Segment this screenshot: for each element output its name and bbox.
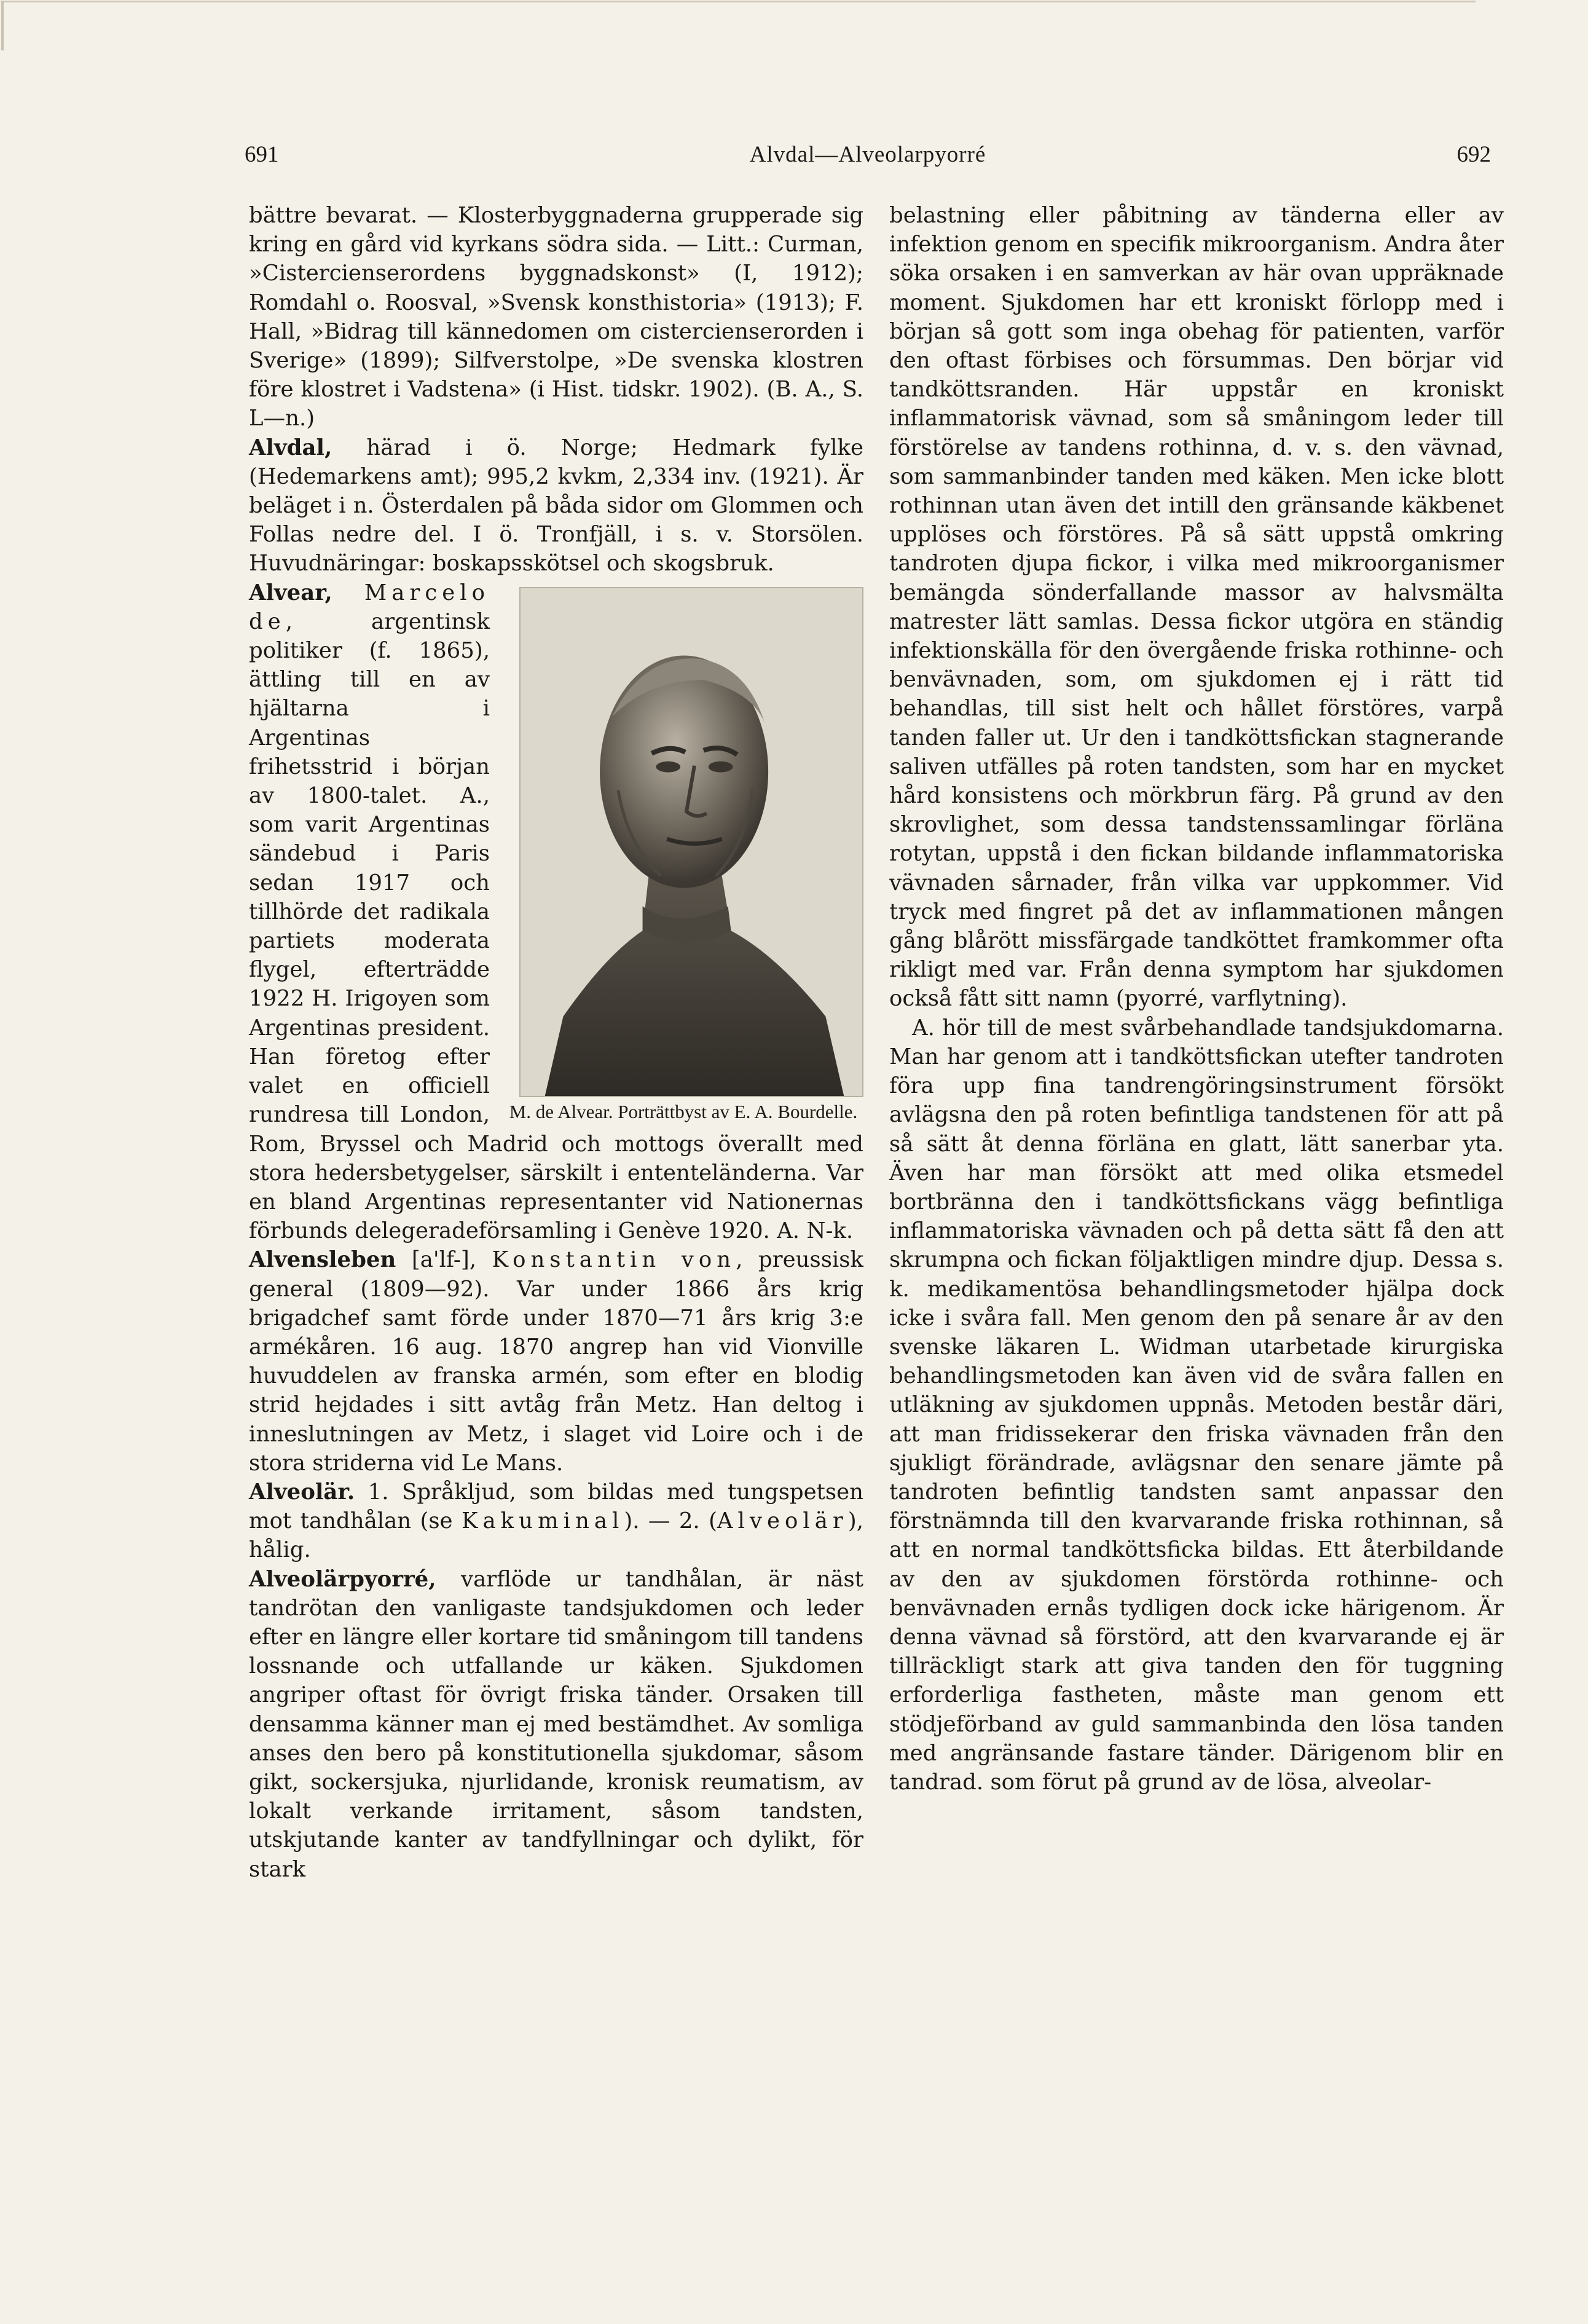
pyorre-continued-paragraph: belastning eller påbitning av tänderna eller av infektion genom en specifik mikroorganism. Andra åter söka orsaken i en samverkan av här ovan uppräknade moment. Sjukdomen har ett kroniskt förlopp med i början så gott som inga obehag för patienten, varför den oftast förbises och försummas. Den börjar vid tandköttsranden. Här uppstår en kroniskt inflammatorisk vävnad, som så småningom leder till förstörelse av tandens rothinna, d. v. s. den vävnad, som sammanbinder tanden med käken. Men icke blott rothinnan utan även det intill den gränsande käkbenet upplöses och förstöres. På så sätt uppstå omkring tandroten djupa fickor, i vilka med mikroorganismer bemängda sönderfallande massor av halvsmälta matrester lätt samlas. Dessa fickor utgöra en ständig infektionskälla för den övergående friska rothinne- och benvävnaden, som, om sjukdomen ej i rätt tid behandlas, till sist helt och hållet förstöres, varpå tanden faller ut. Ur den i tandköttsfickan stagnerande saliven utfälles på roten tandsten, som har en mycket hård konsistens och mörkbrun färg. På grund av den skrovlighet, som dessa tandstenssamlingar förläna rotytan, uppstå i den fickan bildande inflammatoriska vävnaden sårnader, från vilka var uppkommer. Vid tryck med fingret på det av inflammationen mången gång blårött missfärgade tandköttet framkommer ofta rikligt med var. Från denna symptom har sjukdomen också fått sitt namn (pyorré, varflytning). xyxy=(889,203,1504,1012)
pyorre-treatment-paragraph: A. hör till de mest svårbehandlade tandsjukdomarna. Man har genom att i tandköttsfickan utefter tandroten föra upp fina tandrengöringsinstrument försökt avlägsna den på roten befintliga tandstenen för att på så sätt åt denna förläna en glatt, lätt sanerbar yta. Även har man försökt att med olika etsmedel bortbränna den i tandköttsfickans vägg befintliga inflammatoriska vävnaden och på detta sätt få den att skrumpna och fickan följaktligen mindre djup. Dessa s. k. medikamentösa behandlingsmetoder hjälpa dock icke i svåra fall. Men genom den på senare år av den svenske läkaren L. Widman utarbetade kirurgiska behandlingsmetoden kan även vid de svåra fallen en utläkning av sjukdomen uppnås. Metoden består däri, att man fridissekerar den friska vävnaden från den sjukligt förändrade, avlägsnar den senare jämte på tandroten befintlig tandsten samt anpassar den förstnämnda till den kvarvarande friska rothinnan, så att en normal tandköttsficka bildas. Ett återbildande av den av sjukdomen förstörda rothinne- och benvävnaden ernås tydligen dock icke härigenom. Är denna vävnad så förstörd, att den kvarvarande ej är tillräckligt stark att giva tanden den för tuggning erforderliga fastheten, måste man genom ett stödjeförband av guld sammanbinda den lösa tanden med angränsande fastare tänder. Därigenom blir en tandrad. som förut på grund av de lösa, alveolar- xyxy=(889,1015,1504,1795)
scan-edge-line xyxy=(1,1,1476,2)
page-number-left: 691 xyxy=(245,142,279,167)
entry-alveolar-text-3: ), hålig. xyxy=(249,1508,863,1563)
page-number-right: 692 xyxy=(1456,142,1491,167)
entry-alveolarpyorre xyxy=(249,1565,863,1884)
headword-alvear: Alvear, xyxy=(249,580,332,605)
entry-alvensleben-text: , preussisk general (1809—92). Var under 1866 års krig brigadchef samt förde under 1870—71 års krig 3:e armékåren. 16 aug. 1870 angrep han vid Vionville huvuddelen av franska armén, som efter en blodig strid hejdades i sitt avtåg från Metz. Han deltog i inneslutningen av Metz, i slaget vid Loire och i de stora striderna vid Le Mans. xyxy=(249,1247,863,1476)
entry-alveolar-text-1: 1. Språkljud, som bildas med tungspetsen mot tandhålan (se xyxy=(249,1479,863,1534)
entry-alvensleben xyxy=(249,1245,863,1478)
alvear-given-name: Marcelo de xyxy=(249,580,490,634)
alveolar-reference-1: Kakuminal xyxy=(461,1508,624,1534)
headword-alvdal: Alvdal, xyxy=(249,435,332,460)
portrait-bust-image xyxy=(519,587,863,1097)
page-header xyxy=(245,136,1491,173)
scan-edge-mark xyxy=(1,1,4,50)
running-title: Alvdal—Alveolarpyorré xyxy=(749,142,986,167)
headword-alveolar: Alveolär. xyxy=(249,1479,355,1505)
portrait-figure xyxy=(503,587,863,1122)
entry-alveolarpyorre-text: varflöde ur tandhålan, är näst tandrötan den vanligaste tandsjukdomen och leder efter en längre eller kortare tid småningom till tandens lossnande och utfallande ur käken. Sjukdomen angriper oftast för övrigt friska tänder. Orsaken till densamma känner man ej med bestämdhet. Av somliga anses den bero på konstitutionella sjukdomar, såsom gikt, sockersjuka, njurlidande, kronisk reumatism, av lokalt verkande irritament, såsom tandsten, utskjutande kanter av tandfyllningar och dylikt, för stark xyxy=(249,1566,863,1882)
left-column xyxy=(249,201,863,1884)
entry-alveolar xyxy=(249,1478,863,1565)
figure-caption: M. de Alvear. Porträttbyst av E. A. Bourdelle. xyxy=(509,1100,858,1122)
entry-alvdal-text: härad i ö. Norge; Hedmark fylke (Hedemarkens amt); 995,2 kvkm, 2,334 inv. (1921). Är beläget i n. Österdalen på båda sidor om Glommen och Follas nedre del. I ö. Tronfjäll, i s. v. Storsölen. Huvudnäringar: boskapsskötsel och skogsbruk. xyxy=(249,435,863,577)
entry-alvear-text: , argentinsk politiker (f. 1865), ättling till en av hjältarna i Argentinas frihetsstrid i början av 1800-talet. A., som varit Argentinas sändebud i Paris sedan 1917 och tillhörde det radikala partiets moderata flygel, efterträdde 1922 H. Irigoyen som Argentinas president. Han företog efter valet en officiell rundresa till London, Rom, Bryssel och Madrid och mottogs överallt med stora hedersbetygelser, särskilt i ententeländerna. Var en bland Argentinas representanter vid Nationernas förbunds delegeradeförsamling i Genève 1920. A. N-k. xyxy=(249,609,863,1244)
alvensleben-given-name: Konstantin von xyxy=(492,1247,736,1273)
bust-illustration xyxy=(521,588,862,1096)
continued-paragraph: bättre bevarat. — Klosterbyggnaderna grupperade sig kring en gård vid kyrkans södra sida. — Litt.: Curman, »Cistercienserordens byggnadskonst» (I, 1912); Romdahl o. Roosval, »Svensk konsthistoria» (1913); F. Hall, »Bidrag till kännedomen om cistercienserorden i Sverige» (1899); Silfverstolpe, »De svenska klostren före klostret i Vadstena» (i Hist. tidskr. 1902). (B. A., S. L—n.) xyxy=(249,203,863,431)
entry-alvdal xyxy=(249,433,863,578)
alveolar-reference-2: Alveolär xyxy=(717,1508,848,1534)
entry-alveolar-text-2: ). — 2. ( xyxy=(624,1508,717,1534)
alvensleben-pronunciation: [a'lf-], xyxy=(396,1247,492,1273)
headword-alvensleben: Alvensleben xyxy=(249,1247,396,1273)
headword-alveolarpyorre: Alveolärpyorré, xyxy=(249,1566,436,1592)
right-column xyxy=(889,201,1504,1797)
